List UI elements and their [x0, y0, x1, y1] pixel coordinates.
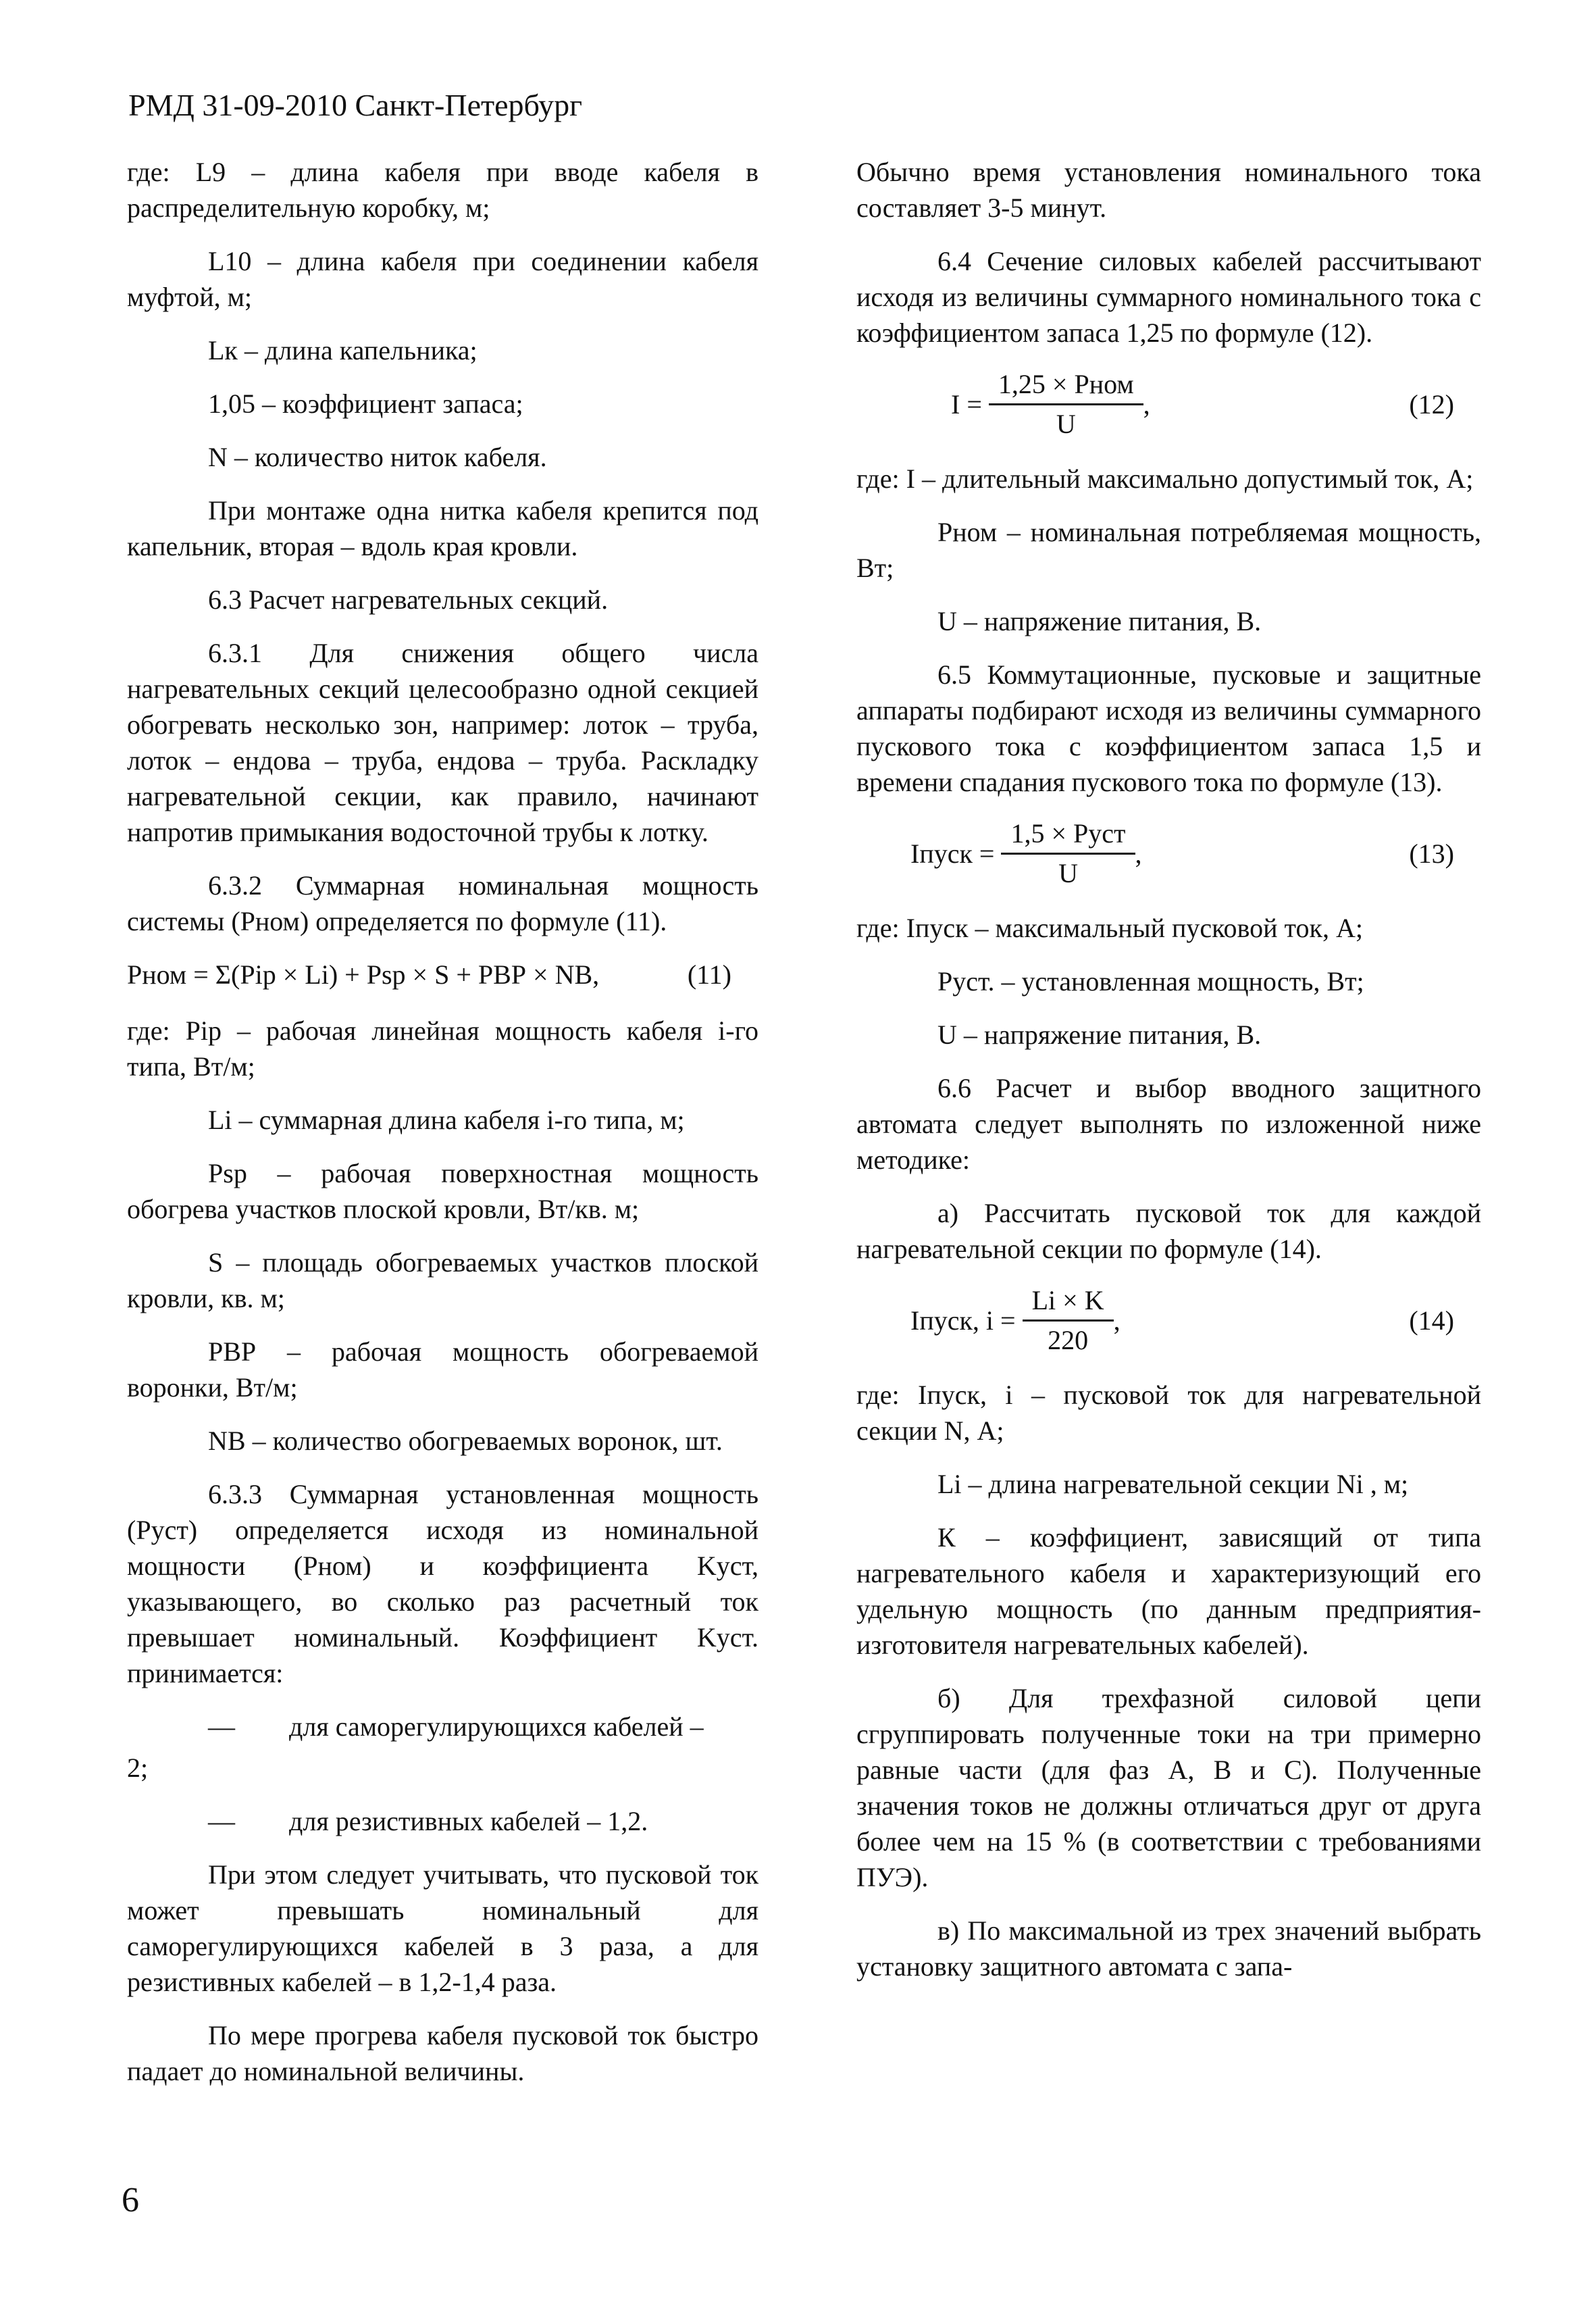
page-number: 6 — [122, 2181, 139, 2219]
dash-marker: — — [208, 1806, 235, 1836]
paragraph: где: Iпуск – максимальный пусковой ток, А; — [856, 913, 1363, 943]
paragraph: При монтаже одна нитка кабеля крепится под капельник, вторая – вдоль края кровли. — [127, 495, 758, 561]
paragraph: где: I – длительный максимально допустимый ток, А; — [856, 463, 1474, 494]
formula-14-comma: , — [1113, 1305, 1121, 1336]
formula-14-numerator: Li × K — [1023, 1284, 1114, 1322]
paragraph: в) По максимальной из трех значений выбрать установку защитного автомата с запа- — [856, 1915, 1481, 1982]
paragraph: 6.3.2 Суммарная номинальная мощность системы (Pном) определяется по формуле (11). — [127, 870, 758, 936]
formula-14 — [856, 1284, 1481, 1357]
paragraph: L10 – длина кабеля при соединении кабеля муфтой, м; — [127, 246, 758, 312]
formula-12 — [856, 368, 1481, 441]
formula-13-number: (13) — [1409, 838, 1454, 869]
paragraph: а) Рассчитать пусковой ток для каждой нагревательной секции по формуле (14). — [856, 1198, 1481, 1264]
paragraph: б) Для трехфазной силовой цепи сгруппировать полученные токи на три примерно равные части (для фаз А, В и С). Полученные значения токов не должны отличаться друг от друга более чем на 15 % (в соответствии с требованиями ПУЭ). — [856, 1683, 1481, 1892]
left-column — [127, 154, 758, 2107]
formula-13-comma: , — [1135, 838, 1142, 869]
paragraph: 6.4 Сечение силовых кабелей рассчитывают исходя из величины суммарного номинального тока с коэффициентом запаса 1,25 по формуле (12). — [856, 246, 1481, 348]
formula-14-lhs: Iпуск, i = — [910, 1305, 1016, 1336]
paragraph: 6.6 Расчет и выбор вводного защитного автомата следует выполнять по изложенной ниже методике: — [856, 1073, 1481, 1175]
paragraph: Psр – рабочая поверхностная мощность обогрева участков плоской кровли, Вт/кв. м; — [127, 1158, 758, 1224]
paragraph: Обычно время установления номинального тока составляет 3-5 минут. — [856, 157, 1481, 223]
paragraph: N – количество ниток кабеля. — [208, 442, 547, 472]
formula-12-comma: , — [1143, 389, 1150, 420]
page-header: РМД 31-09-2010 Санкт-Петербург — [128, 88, 583, 122]
formula-13-lhs: Iпуск = — [910, 838, 995, 869]
list-item-text: для саморегулирующихся кабелей – — [289, 1711, 704, 1742]
paragraph: где: Iпуск, i – пусковой ток для нагревательной секции N, А; — [856, 1380, 1481, 1446]
paragraph: Li – суммарная длина кабеля i-го типа, м; — [208, 1105, 685, 1135]
dash-marker: — — [208, 1711, 235, 1742]
formula-12-number: (12) — [1409, 389, 1454, 420]
paragraph: где: Piр – рабочая линейная мощность кабеля i-го типа, Вт/м; — [127, 1015, 758, 1082]
paragraph: PВР – рабочая мощность обогреваемой воронки, Вт/м; — [127, 1336, 758, 1403]
paragraph: К – коэффициент, зависящий от типа нагревательного кабеля и характеризующий его удельную мощность (по данным предприятия-изготовителя нагревательных кабелей). — [856, 1522, 1481, 1660]
formula-14-denominator: 220 — [1048, 1325, 1089, 1355]
paragraph: Li – длина нагревательной секции Ni , м; — [937, 1469, 1409, 1499]
list-item — [127, 1709, 758, 1744]
paragraph: При этом следует учитывать, что пусковой ток может превышать номинальный для саморегулирующихся кабелей в 3 раза, а для резистивных кабелей – в 1,2-1,4 раза. — [127, 1859, 758, 1997]
formula-12-numerator: 1,25 × Pном — [989, 368, 1143, 405]
formula-13-denominator: U — [1058, 858, 1078, 888]
paragraph: U – напряжение питания, В. — [937, 606, 1262, 636]
formula-11 — [127, 957, 758, 992]
paragraph: Pуст. – установленная мощность, Вт; — [937, 966, 1364, 997]
formula-13-numerator: 1,5 × Pуст — [1001, 818, 1135, 855]
paragraph: 6.3.3 Суммарная установленная мощность (Pуст) определяется исходя из номинальной мощности (Pном) и коэффициента Kуст, указывающего, во сколько раз расчетный ток превышает номинальный. Коэффициент Kуст. принимается: — [127, 1479, 758, 1688]
section-heading: 6.3 Расчет нагревательных секций. — [208, 584, 609, 615]
paragraph: 6.5 Коммутационные, пусковые и защитные аппараты подбирают исходя из величины суммарного пускового тока с коэффициентом запаса 1,5 и времени спадания пускового тока по формуле (13). — [856, 659, 1481, 797]
paragraph: NВ – количество обогреваемых воронок, шт. — [208, 1426, 723, 1456]
paragraph: S – площадь обогреваемых участков плоской кровли, кв. м; — [127, 1247, 758, 1313]
formula-14-number: (14) — [1409, 1305, 1454, 1336]
formula-13 — [856, 818, 1481, 890]
list-item — [127, 1803, 758, 1839]
paragraph: 1,05 – коэффициент запаса; — [208, 388, 523, 419]
formula-11-expression: Pном = Σ(Piр × Li) + Psр × S + PВР × NВ, — [127, 959, 600, 990]
list-item-text: для резистивных кабелей – 1,2. — [289, 1806, 648, 1836]
paragraph: 6.3.1 Для снижения общего числа нагревательных секций целесообразно одной секцией обогревать несколько зон, например: лоток – труба, лоток – ендова – труба, ендова – труба. Раскладку нагревательной секции, как правило, начинают напротив примыкания водосточной трубы к лотку. — [127, 638, 758, 847]
paragraph: Lк – длина капельника; — [208, 335, 478, 366]
formula-12-denominator: U — [1056, 409, 1076, 439]
formula-12-lhs: I = — [951, 389, 982, 420]
list-item-tail: 2; — [127, 1753, 149, 1783]
paragraph: U – напряжение питания, В. — [937, 1020, 1262, 1050]
paragraph: По мере прогрева кабеля пусковой ток быстро падает до номинальной величины. — [127, 2020, 758, 2086]
right-column — [856, 154, 1481, 2002]
paragraph: Pном – номинальная потребляемая мощность, Вт; — [856, 517, 1481, 583]
paragraph: где: L9 – длина кабеля при вводе кабеля в распределительную коробку, м; — [127, 157, 758, 223]
formula-11-number: (11) — [687, 959, 731, 990]
